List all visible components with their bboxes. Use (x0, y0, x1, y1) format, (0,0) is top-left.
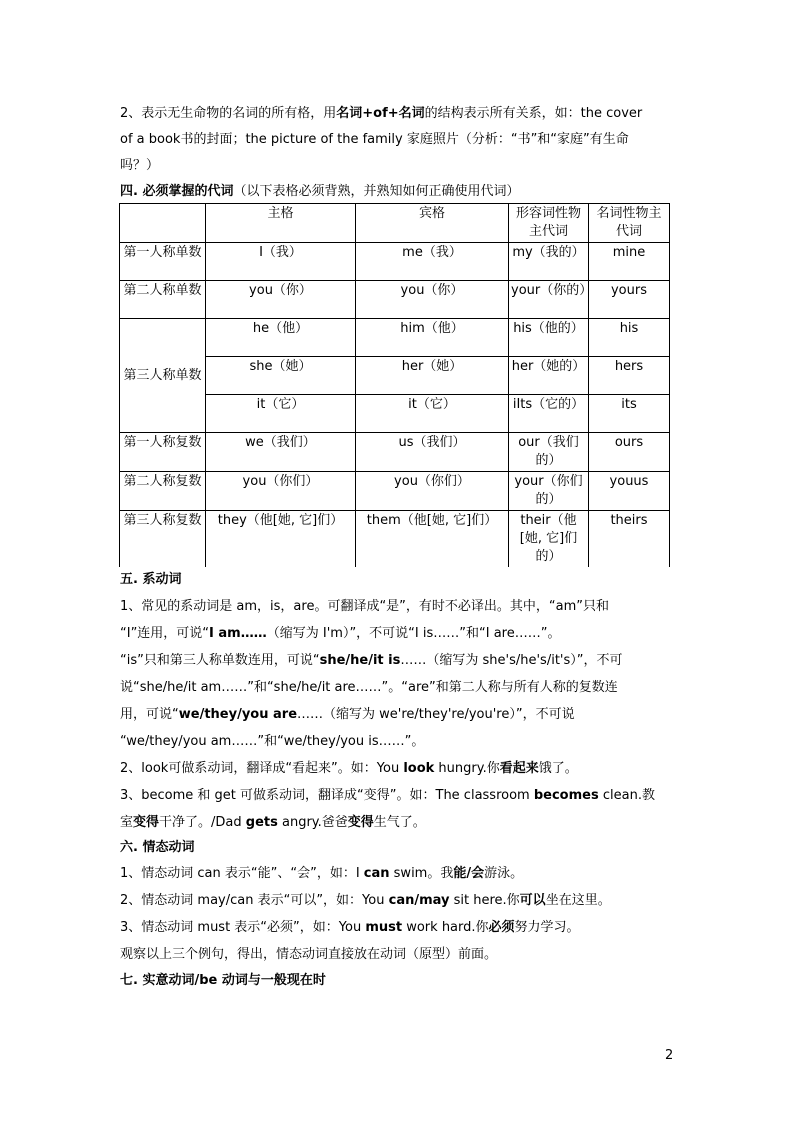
cell-nominative: you（你） (206, 281, 356, 319)
cell-noun-possessive: yours (589, 281, 670, 319)
cell-noun-possessive: theirs (589, 511, 670, 568)
bold-text: 可以 (519, 893, 546, 908)
bold-text: we/they/you are (178, 707, 298, 722)
text: 饿了。 (538, 761, 578, 776)
table-row (120, 472, 670, 511)
bold-text: 变得 (347, 815, 374, 830)
table-row (120, 319, 670, 357)
cell-nominative: we（我们） (206, 433, 356, 472)
section-7-heading: 七. 实意动词/be 动词与一般现在时 (120, 973, 326, 988)
cell-nominative: you（你们） (206, 472, 356, 511)
paragraph-line (120, 920, 680, 936)
cell-objective: me（我） (356, 243, 509, 281)
header-cell (120, 204, 206, 243)
page-number: 2 (665, 1048, 674, 1063)
text: 2、情态动词 may/can 表示“可以”，如：You (120, 893, 389, 908)
text: ……（缩写为 we're/they're/you're）”，不可说 (297, 707, 575, 722)
bold-text: gets (245, 815, 278, 830)
paragraph-line (120, 815, 680, 831)
text: 生气了。 (373, 815, 426, 830)
paragraph-line: 观察以上三个例句，得出，情态动词直接放在动词（原型）前面。 (120, 947, 498, 962)
row-label: 第一人称复数 (120, 433, 206, 472)
cell-nominative: I（我） (206, 243, 356, 281)
bold-text: 变得 (133, 815, 160, 830)
paragraph-line: 1、常见的系动词是 am，is，are。可翻译成“是”，有时不必译出。其中，“am”只和 (120, 599, 610, 614)
bold-text: becomes (533, 788, 599, 803)
text: 室 (120, 815, 134, 830)
cell-objective: us（我们） (356, 433, 509, 472)
cell-adjective-possessive: her（她的） (509, 357, 589, 395)
bold-text: 必须 (488, 920, 515, 935)
text: 3、情态动词 must 表示“必须”，如：You (120, 920, 366, 935)
table-row (120, 281, 670, 319)
text: clean.教 (598, 788, 655, 803)
paragraph-line (120, 893, 680, 909)
paragraph-line (120, 653, 680, 669)
table-row (120, 511, 670, 568)
cell-noun-possessive: ours (589, 433, 670, 472)
text: 2、表示无生命物的名词的所有格，用 (120, 106, 337, 121)
bold-text: must (365, 920, 403, 935)
section-5-heading: 五. 系动词 (120, 572, 182, 587)
cell-noun-possessive: his (589, 319, 670, 357)
table-row (120, 433, 670, 472)
cell-noun-possessive: youus (589, 472, 670, 511)
intro-line-2: of a book书的封面；the picture of the family 家庭照片（分析：“书”和“家庭”有生命 (120, 132, 629, 147)
paragraph-line (120, 707, 680, 723)
paragraph-line: 说“she/he/it am……”和“she/he/it are……”。“are”和第二人称与所有人称的复数连 (120, 680, 618, 695)
bold-text: 看起来 (499, 761, 539, 776)
bold-text: look (403, 761, 435, 776)
cell-objective: him（他） (356, 319, 509, 357)
text: 用，可说“ (120, 707, 179, 722)
text: 坐在这里。 (545, 893, 611, 908)
row-label: 第二人称单数 (120, 281, 206, 319)
cell-noun-possessive: hers (589, 357, 670, 395)
cell-objective: it（它） (356, 395, 509, 433)
text: 3、become 和 get 可做系动词，翻译成“变得”。如：The classroom (120, 788, 534, 803)
header-cell: 宾格 (356, 204, 509, 243)
cell-adjective-possessive: my（我的） (509, 243, 589, 281)
bold-text: can/may (388, 893, 450, 908)
cell-objective: them（他[她, 它]们） (356, 511, 509, 568)
cell-nominative: it（它） (206, 395, 356, 433)
cell-adjective-possessive: his（他的） (509, 319, 589, 357)
cell-adjective-possessive: their（他[她, 它]们的） (509, 511, 589, 568)
cell-nominative: he（他） (206, 319, 356, 357)
text: 的结构表示所有关系，如：the cover (424, 106, 643, 121)
cell-noun-possessive: mine (589, 243, 670, 281)
bold-text: 能/会 (453, 866, 485, 881)
text: swim。我 (389, 866, 454, 881)
cell-nominative: they（他[她, 它]们） (206, 511, 356, 568)
bold-text: can (363, 866, 390, 881)
table-row (120, 243, 670, 281)
text: ……（缩写为 she's/he's/it's）”，不可 (400, 653, 623, 668)
section-6-heading: 六. 情态动词 (120, 840, 195, 855)
cell-adjective-possessive: iIts（它的） (509, 395, 589, 433)
paragraph-line: “we/they/you am……”和“we/they/you is……”。 (120, 734, 425, 749)
cell-adjective-possessive: your（你的） (509, 281, 589, 319)
text: 干净了。/Dad (159, 815, 246, 830)
bold-text: she/he/it is (319, 653, 401, 668)
row-label: 第一人称单数 (120, 243, 206, 281)
cell-nominative: she（她） (206, 357, 356, 395)
text: work hard.你 (402, 920, 489, 935)
cell-adjective-possessive: your（你们的） (509, 472, 589, 511)
paragraph-line (120, 788, 680, 804)
cell-adjective-possessive: our（我们的） (509, 433, 589, 472)
row-label: 第三人称复数 (120, 511, 206, 568)
header-cell: 形容词性物主代词 (509, 204, 589, 243)
paragraph-line (120, 761, 680, 777)
text: 2、look可做系动词，翻译成“看起来”。如：You (120, 761, 404, 776)
intro-line-3: 吗？） (120, 158, 160, 173)
section-title: 四. 必须掌握的代词 (120, 184, 234, 199)
text: angry.爸爸 (277, 815, 348, 830)
paragraph-line (120, 626, 680, 642)
section-4-heading (120, 184, 680, 200)
text: 游泳。 (484, 866, 524, 881)
paragraph-line (120, 866, 680, 882)
table-header-row (120, 204, 670, 243)
cell-objective: you（你们） (356, 472, 509, 511)
cell-noun-possessive: its (589, 395, 670, 433)
text: sit here.你 (449, 893, 520, 908)
section-note: （以下表格必须背熟，并熟知如何正确使用代词） (233, 184, 520, 199)
row-label: 第二人称复数 (120, 472, 206, 511)
text: hungry.你 (434, 761, 500, 776)
pronoun-table (119, 203, 670, 567)
text: “is”只和第三人称单数连用，可说“ (120, 653, 320, 668)
intro-line-1 (120, 106, 680, 122)
cell-objective: her（她） (356, 357, 509, 395)
bold-text: I am…… (209, 626, 267, 641)
bold-text: 名词+of+名词 (336, 106, 425, 121)
row-label: 第三人称单数 (120, 319, 206, 433)
text: “I”连用，可说“ (120, 626, 210, 641)
cell-objective: you（你） (356, 281, 509, 319)
header-cell: 名词性物主代词 (589, 204, 670, 243)
text: 努力学习。 (514, 920, 580, 935)
text: 1、情态动词 can 表示“能”、“会”，如：I (120, 866, 364, 881)
header-cell: 主格 (206, 204, 356, 243)
text: （缩写为 I'm）”，不可说“I is……”和“I are……”。 (266, 626, 561, 641)
